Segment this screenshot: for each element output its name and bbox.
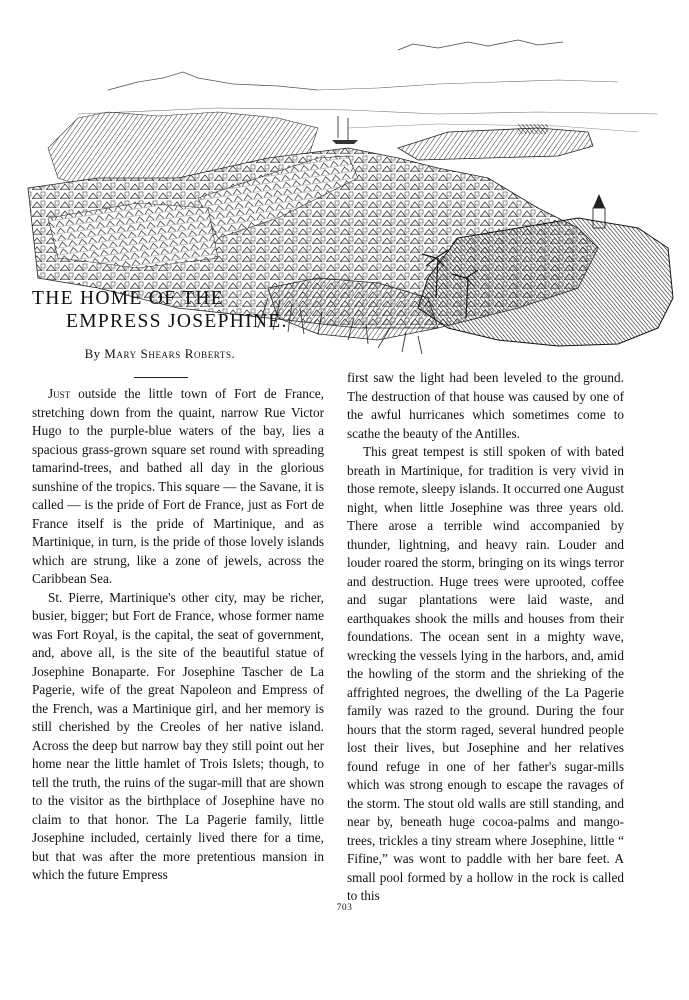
byline-rule <box>134 377 188 378</box>
byline-prefix: By <box>84 346 101 361</box>
paragraph: first saw the light had been leveled to the ground. The destruction of that house was caused by one of the awful hurricanes which sometimes come to scathe the beauty of the Antilles. <box>347 370 624 441</box>
paragraph: This great tempest is still spoken of with bated breath in Martinique, for tradition is very vivid in those remote, sleepy islands. It occurred one August night, when little Josephine was three years old. There arose a terrible wind accompanied by thunder, lightning, and heavy rain. Louder and louder roared the storm, bringing on its wings terror and destruction. Huge trees were uprooted, coffee and sugar plantations were laid waste, and earthquakes shook the mills and houses from their foundations. The ocean sent in a mighty wave, wrecking the vessels lying in the harbors, and, amid the howling of the storm and the shrieking of the affrighted negroes, the dwelling of the La Pagerie family was razed to the ground. During the four hours that the storm raged, several hundred people lost their lives, but Josephine and her relatives found refuge in one of her father's sugar-mills which was strong enough to escape the ravages of the storm. The stout old walls are still standing, and near by, beneath huge cocoa-palms and mango-trees, trickles a tiny stream where Josephine, little “ Fifine,” was wont to paddle with her bare feet. A small pool formed by a hollow in the rock is called to this <box>347 444 624 903</box>
left-column <box>32 385 324 885</box>
article-title-line-1: THE HOME OF THE <box>32 288 224 309</box>
byline <box>0 346 320 362</box>
article-title-line-2: EMPRESS JOSEPHINE. <box>66 311 288 332</box>
page-number: 703 <box>336 903 353 913</box>
paragraph: St. Pierre, Martinique's other city, may be richer, busier, bigger; but Fort de France, whose former name was Fort Royal, is the capital, the seat of government, and, above all, is the site of the beautiful statue of Josephine Bonaparte. For Josephine Tascher de La Pagerie, wife of the great Napoleon and Empress of the French, was a Martinique girl, and her memory is still cherished by the Creoles of her native island. Across the deep but narrow bay they still point out her home near the little hamlet of Trois Islets; though, to tell the truth, the ruins of the sugar-mill that are shown to the visitor as the birthplace of Josephine have no claim to that honor. The La Pagerie family, little Josephine included, certainly lived there for a time, but that was after the more pretentious mansion in which the future Empress <box>32 589 324 882</box>
byline-author: Mary Shears Roberts. <box>104 346 236 361</box>
lead-in-words: Just <box>48 386 71 401</box>
paragraph <box>32 385 324 589</box>
right-column <box>347 369 624 906</box>
paragraph-text: outside the little town of Fort de France, stretching down from the quaint, narrow Rue Victor Hugo to the purple-blue waters of the bay, lies a spacious grass-grown square set round with spreading tamarind-trees, and bathed all day in the glorious sunshine of the tropics. This square — the Savane, it is called — is the pride of Fort de France, just as Fort de France itself is the pride of Martinique, and as Martinique, in turn, is the pride of those lovely islands which are strung, like a zone of jewels, across the Caribbean Sea. <box>32 386 324 586</box>
article-title <box>32 287 292 333</box>
